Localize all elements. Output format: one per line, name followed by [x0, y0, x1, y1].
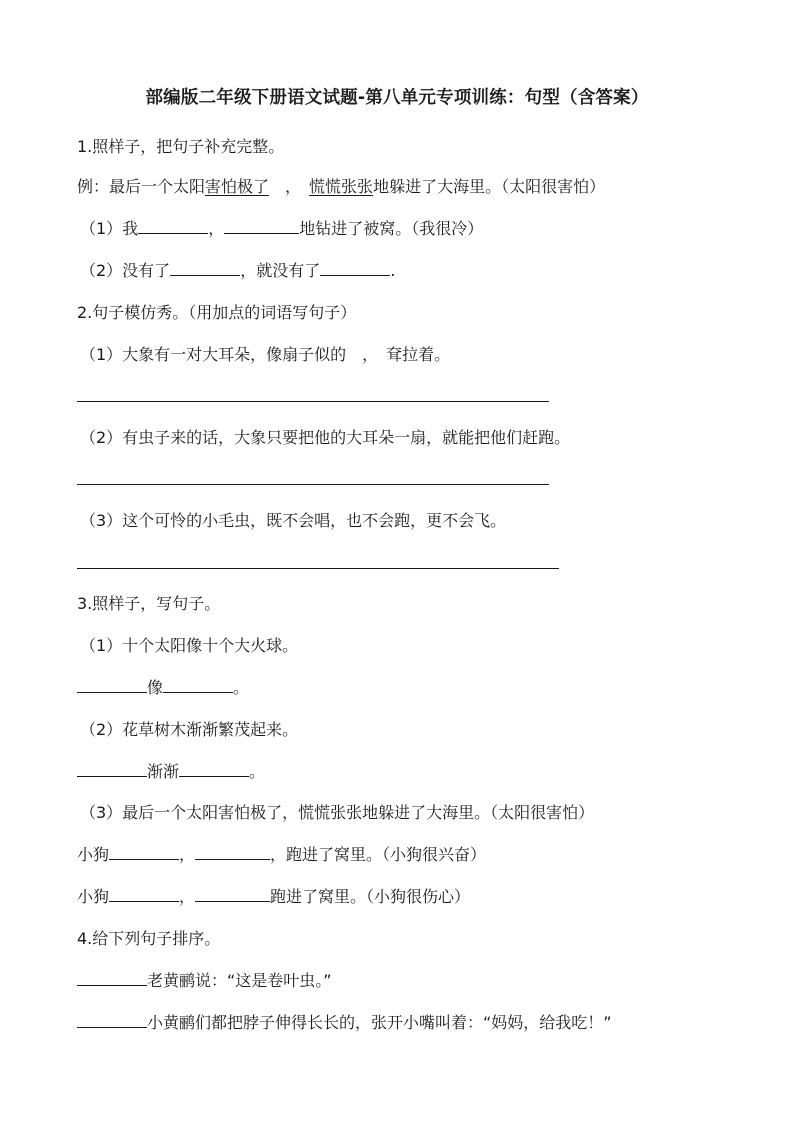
- q1-heading: 1.照样子，把句子补充完整。: [77, 137, 285, 156]
- q1-example-underlined-1: 害怕极了: [205, 177, 270, 196]
- q3-item-3-row-2-a: 小狗: [77, 887, 110, 906]
- q4-heading: 4.给下列句子排序。: [77, 929, 221, 948]
- q1-item-1-text-c: 地钻进了被窝。（我很冷）: [299, 219, 484, 238]
- blank[interactable]: [195, 887, 270, 902]
- q3-item-3-row-1: [77, 844, 486, 866]
- q1-item-2: [80, 260, 395, 282]
- q1-item-1: [80, 218, 483, 240]
- answer-line[interactable]: [77, 401, 549, 402]
- q3-item-2-end: 。: [249, 762, 266, 781]
- blank[interactable]: [138, 219, 208, 234]
- q3-item-3-row-2-b: ，: [179, 887, 196, 906]
- blank[interactable]: [77, 762, 147, 777]
- q3-item-1-answer: [77, 677, 249, 699]
- q1-item-1-text-a: （1）我: [80, 219, 139, 238]
- q3-item-3-example: （3）最后一个太阳害怕极了，慌慌张张地躲进了大海里。（太阳很害怕）: [80, 803, 595, 822]
- q1-example-suffix: 地躲进了大海里。（太阳很害怕）: [373, 177, 606, 196]
- q3-item-3-row-2: [77, 886, 470, 908]
- q3-item-1-mid: 像: [147, 678, 164, 697]
- q1-item-2-text-c: .: [390, 261, 396, 280]
- blank[interactable]: [77, 1013, 147, 1028]
- q3-heading: 3.照样子，写句子。: [77, 594, 221, 613]
- q3-item-3-row-1-a: 小狗: [77, 845, 110, 864]
- q1-example-underlined-2: 慌慌张张: [309, 177, 374, 196]
- q3-item-3-row-1-b: ，: [179, 845, 196, 864]
- q2-item-2: （2）有虫子来的话，大象只要把他的大耳朵一扇，就能把他们赶跑。: [80, 428, 571, 447]
- blank[interactable]: [109, 887, 179, 902]
- q1-item-2-text-b: ，就没有了: [240, 261, 321, 280]
- page-title: 部编版二年级下册语文试题-第八单元专项训练：句型（含答案）: [145, 88, 649, 108]
- q3-item-1-end: 。: [233, 678, 250, 697]
- q3-item-2-mid: 渐渐: [147, 762, 180, 781]
- q2-heading: 2.句子模仿秀。（用加点的词语写句子）: [77, 303, 357, 322]
- q2-item-1: （1）大象有一对大耳朵，像扇子似的 ， 耷拉着。: [80, 345, 451, 364]
- blank[interactable]: [77, 678, 147, 693]
- q2-item-3: （3）这个可怜的小毛虫，既不会唱，也不会跑，更不会飞。: [80, 511, 507, 530]
- q1-example-mid: ，: [269, 177, 310, 196]
- blank[interactable]: [170, 261, 240, 276]
- blank[interactable]: [109, 845, 179, 860]
- q3-item-2-answer: [77, 761, 265, 783]
- q4-item-2: [77, 1012, 612, 1034]
- answer-line[interactable]: [77, 484, 549, 485]
- q3-item-3-row-1-c: ，跑进了窝里。（小狗很兴奋）: [270, 845, 487, 864]
- q3-item-2-example: （2）花草树木渐渐繁茂起来。: [80, 720, 299, 739]
- blank[interactable]: [195, 845, 270, 860]
- blank[interactable]: [320, 261, 390, 276]
- q1-item-2-text-a: （2）没有了: [80, 261, 171, 280]
- q1-example-prefix: 例：最后一个太阳: [77, 177, 206, 196]
- answer-line[interactable]: [77, 568, 559, 569]
- blank[interactable]: [163, 678, 233, 693]
- blank[interactable]: [77, 971, 147, 986]
- blank[interactable]: [179, 762, 249, 777]
- q4-item-1: [77, 970, 332, 992]
- q4-item-2-text: 小黄鹂们都把脖子伸得长长的，张开小嘴叫着：“妈妈，给我吃！”: [147, 1013, 612, 1032]
- blank[interactable]: [224, 219, 299, 234]
- q1-example: [77, 176, 605, 198]
- q3-item-3-row-2-c: 跑进了窝里。（小狗很伤心）: [270, 887, 471, 906]
- q4-item-1-text: 老黄鹂说：“这是卷叶虫。”: [147, 971, 332, 990]
- q1-item-1-text-b: ，: [208, 219, 225, 238]
- q3-item-1-example: （1）十个太阳像十个大火球。: [80, 636, 299, 655]
